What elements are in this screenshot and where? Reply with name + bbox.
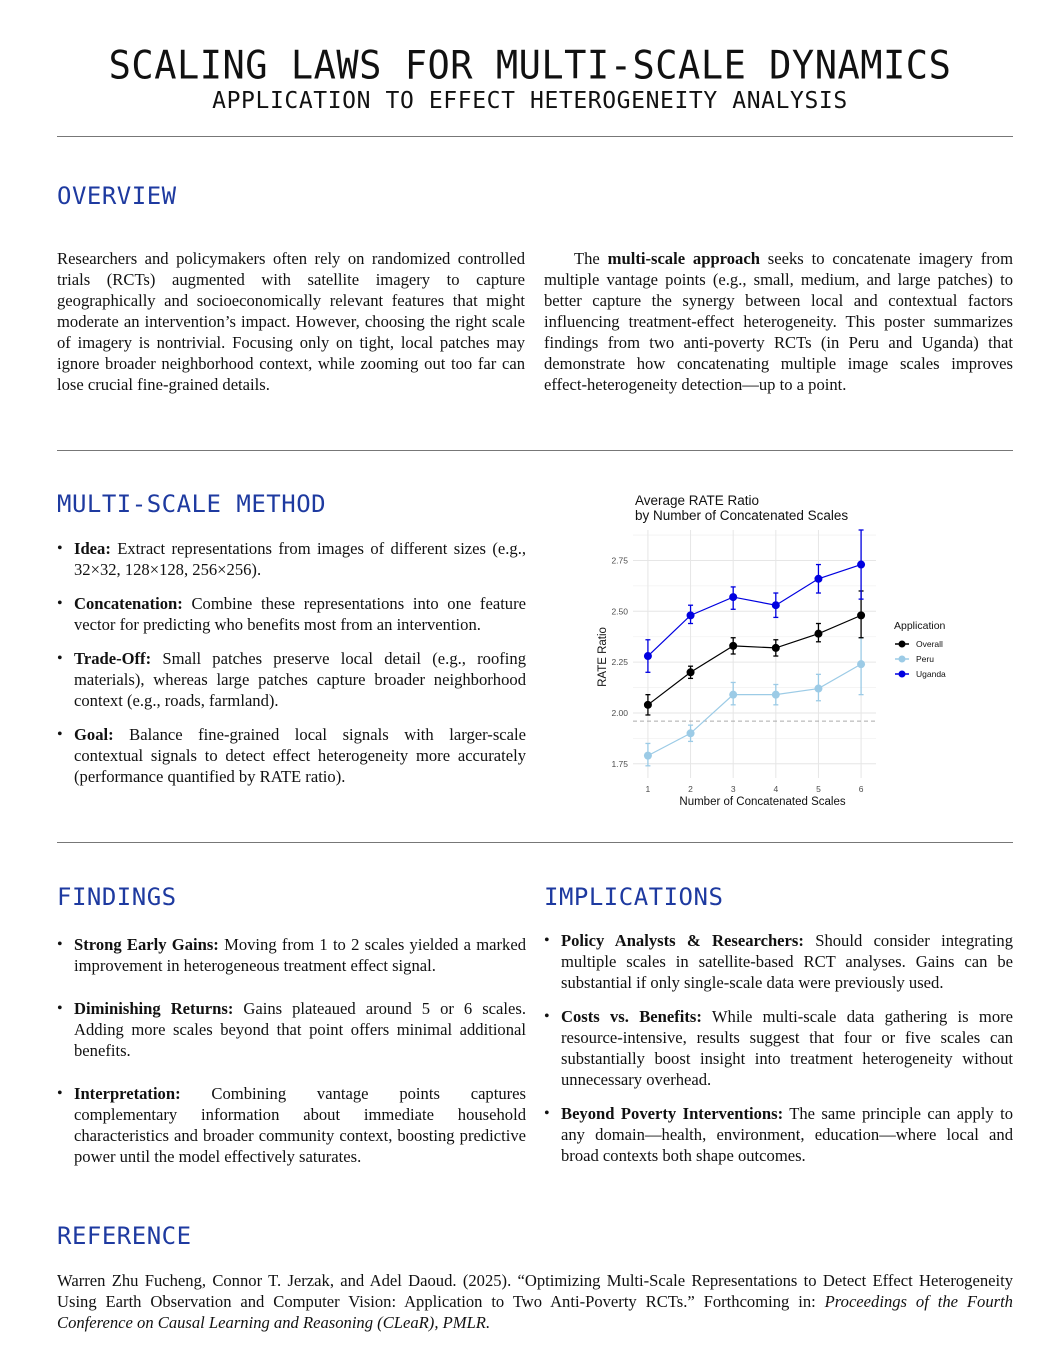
data-point [687,729,695,737]
divider [57,450,1013,451]
list-item [57,724,526,787]
findings-list [57,934,526,1167]
x-tick-label: 5 [816,784,821,794]
data-point [729,642,737,650]
item-text: The same principle can apply to any domain—health, environment, education—where local and broad contexts both shape outcomes. [561,1104,1013,1165]
data-point [729,593,737,601]
x-tick-label: 2 [688,784,693,794]
legend-dot-icon [899,641,906,648]
item-label: Diminishing Returns: [74,999,234,1018]
data-point [814,575,822,583]
x-axis-label: Number of Concatenated Scales [679,796,846,808]
item-text: Combine these representations into one feature vector for predicting who benefits most from an intervention. [74,594,526,634]
x-tick-label: 6 [858,784,864,794]
data-point [814,685,822,693]
section-heading-overview: OVERVIEW [57,182,177,210]
item-label: Strong Early Gains: [74,935,219,954]
data-point [687,611,695,619]
item-text: Small patches preserve local detail (e.g., roofing materials), whereas large patches capture broader neighborhood context (e.g., roads, farmland). [74,649,526,710]
item-label: Goal: [74,725,114,744]
item-text: Extract representations from images of different sizes (e.g., 32×32, 128×128, 256×256). [74,539,526,579]
data-point [857,660,865,668]
item-label: Beyond Poverty Interventions: [561,1104,784,1123]
x-tick-label: 4 [773,784,779,794]
data-point [644,701,652,709]
text-span: The [574,249,608,268]
list-item [544,1006,1013,1090]
section-heading-implications: IMPLICATIONS [544,883,724,911]
data-point [772,601,780,609]
item-label: Policy Analysts & Researchers: [561,931,804,950]
data-point [644,752,652,760]
data-point [729,691,737,699]
citation-text: Warren Zhu Fucheng, Connor T. Jerzak, and Adel Daoud. (2025). “Optimizing Multi-Scale Representations to Detect Effect Heterogeneity Using Earth Observation and Computer Vision: Application to Two Anti-Poverty RCTs.” Forthcoming in: [57,1271,1013,1311]
y-tick-label: 2.50 [611,606,628,617]
legend-label: Uganda [916,669,946,679]
item-label: Idea: [74,539,111,558]
series-line-peru [648,664,861,755]
section-heading-reference: REFERENCE [57,1222,192,1250]
data-point [772,691,780,699]
divider [57,842,1013,843]
data-point [644,652,652,660]
item-text: Moving from 1 to 2 scales yielded a marked improvement in heterogeneous treatment effect signal. [74,935,527,975]
data-point [857,611,865,619]
item-text: Combining vantage points captures complementary information about immediate household characteristics and broader community context, boosting predictive power until the model effectively saturates. [74,1084,526,1166]
y-tick-label: 2.00 [611,707,628,718]
reference-citation [57,1270,1013,1333]
item-label: Interpretation: [74,1084,181,1103]
legend-dot-icon [899,656,906,663]
item-text: Should consider integrating multiple scales in satellite-based RCT analyses. Gains can be substantial if only single-scale data were previously used. [561,931,1013,992]
list-item [57,1083,526,1167]
series-line-overall [648,615,861,704]
method-list [57,538,526,787]
item-label: Trade-Off: [74,649,152,668]
data-point [814,630,822,638]
data-point [857,561,865,569]
implications-list [544,930,1013,1166]
divider [57,136,1013,137]
item-text: While multi-scale data gathering is more resource-intensive, results suggest that four or five scales can substantially boost insight into treatment heterogeneity without unnecessary overhead. [561,1007,1014,1089]
list-item [57,648,526,711]
y-axis-label: RATE Ratio [597,627,609,687]
x-tick-label: 1 [645,784,651,794]
y-tick-label: 2.25 [611,657,628,668]
chart-title-line2: by Number of Concatenated Scales [635,508,849,523]
citation-venue: Proceedings of the Fourth Conference on Causal Learning and Reasoning (CLeaR), PMLR. [57,1292,1013,1332]
list-item [57,934,526,976]
legend-label: Peru [916,654,934,664]
item-label: Costs vs. Benefits: [561,1007,702,1026]
overview-right-paragraph [544,248,1013,395]
legend-dot-icon [899,671,906,678]
section-heading-method: MULTI-SCALE METHOD [57,490,327,518]
item-text: Gains plateaued around 5 or 6 scales. Adding more scales beyond that point offers minimal additional benefits. [74,999,526,1060]
y-tick-label: 1.75 [611,758,628,769]
list-item [544,930,1013,993]
chart-title-line1: Average RATE Ratio [635,493,760,508]
legend-title: Application [894,620,946,632]
overview-left-paragraph: Researchers and policymakers often rely on randomized controlled trials (RCTs) augmented with satellite imagery to capture geographically and socioeconomically relevant features that might moderate an intervention’s impact. However, choosing the right scale of imagery is nontrivial. Focusing only on tight, local patches may ignore broader neighborhood context, while zooming out too far can lose crucial fine-grained details. [57,249,525,394]
poster-title: SCALING LAWS FOR MULTI-SCALE DYNAMICS [108,42,952,89]
rate-ratio-chart [588,490,978,808]
text-span: seeks to concatenate imagery from multiple vantage points (e.g., small, medium, and large patches) to better capture the synergy between local and contextual factors influencing treatment-effect heterogeneity. This poster summarizes findings from two anti-poverty RCTs (in Peru and Uganda) that demonstrate how concatenating multiple image scales improves effect-heterogeneity detection—up to a point. [544,249,1013,394]
list-item [57,593,526,635]
series-line-uganda [648,565,861,656]
poster-subtitle: APPLICATION TO EFFECT HETEROGENEITY ANALYSIS [212,88,848,114]
data-point [772,644,780,652]
x-tick-label: 3 [730,784,736,794]
item-label: Concatenation: [74,594,183,613]
list-item [57,998,526,1061]
item-text: Balance fine-grained local signals with larger-scale contextual signals to detect effect heterogeneity more accurately (performance quantified by RATE ratio). [74,725,526,786]
y-tick-label: 2.75 [611,555,628,566]
list-item [544,1103,1013,1166]
data-point [687,668,695,676]
chart-plot [588,490,978,808]
legend-label: Overall [916,639,943,649]
section-heading-findings: FINDINGS [57,883,177,911]
list-item [57,538,526,580]
bold-term: multi-scale approach [607,249,760,268]
